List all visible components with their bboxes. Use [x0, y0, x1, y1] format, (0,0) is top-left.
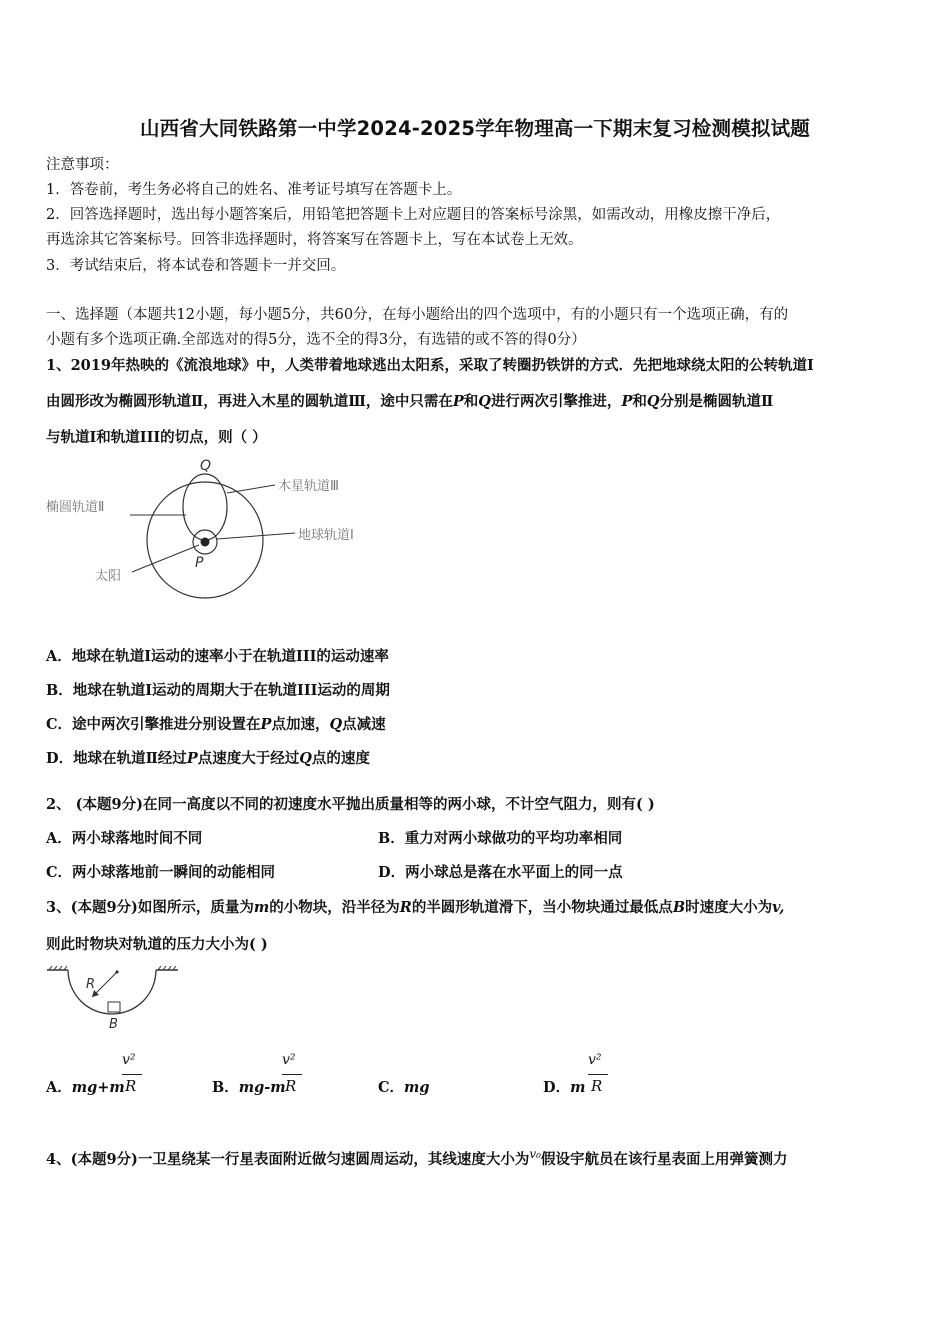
notice-item: 3．考试结束后，将本试卷和答题卡一并交回。 — [46, 258, 346, 274]
option-b: B．地球在轨道I运动的周期大于在轨道III运动的周期 — [46, 682, 390, 699]
option-b: B．重力对两小球做功的平均功率相同 — [378, 830, 623, 847]
b-label: B — [109, 1017, 118, 1032]
option-c: C．途中两次引擎推进分别设置在P点加速，Q点减速 — [46, 716, 386, 733]
question-1-stem: 1、2019年热映的《流浪地球》中，人类带着地球逃出太阳系，采取了转圈扔铁饼的方式．先把地球绕太阳的公转轨道I — [46, 357, 814, 374]
option-b: B．mg-m — [212, 1079, 286, 1096]
option-a: A．mg+m — [46, 1079, 125, 1096]
question-3-stem: 3、(本题9分)如图所示，质量为m的小物块，沿半径为R的半圆形轨道滑下，当小物块通过最低点B时速度大小为v, — [46, 899, 785, 916]
question-1-stem: 由圆形改为椭圆形轨道Ⅱ，再进入木星的圆轨道Ⅲ，途中只需在P和Q进行两次引擎推进，P和Q分别是椭圆轨道Ⅱ — [46, 393, 774, 410]
notice-item: 再选涂其它答案标号。回答非选择题时，将答案写在答题卡上，写在本试卷上无效。 — [46, 232, 583, 248]
r-label: R — [86, 977, 96, 992]
block — [108, 1002, 120, 1012]
question-3-stem: 则此时物块对轨道的压力大小为( ) — [46, 936, 268, 953]
orbit-diagram — [40, 455, 400, 615]
option-d: D．m — [543, 1079, 586, 1096]
option-c: C．mg — [378, 1079, 430, 1096]
option-c: C．两小球落地前一瞬间的动能相同 — [46, 864, 276, 881]
jupiter-orbit-label: 木星轨道Ⅲ — [278, 479, 339, 494]
section-heading: 一、选择题（本题共12小题，每小题5分，共60分，在每小题给出的四个选项中，有的小题只有一个选项正确，有的 — [46, 307, 789, 323]
sun-label: 太阳 — [95, 569, 122, 584]
question-4-stem: 4、(本题9分)一卫星绕某一行星表面附近做匀速圆周运动，其线速度大小为$^{v_0}$假设宇航员在该行星表面上用弹簧测力 — [46, 1147, 788, 1168]
ellipse-orbit-label: 椭圆轨道Ⅱ — [46, 500, 105, 515]
earth-orbit-label: 地球轨道Ⅰ — [298, 528, 354, 543]
option-a: A．地球在轨道I运动的速率小于在轨道III的运动速率 — [46, 648, 389, 665]
option-d: D．两小球总是落在水平面上的同一点 — [378, 864, 623, 881]
option-d: D．地球在轨道Ⅱ经过P点速度大于经过Q点的速度 — [46, 750, 370, 767]
fraction: v² R — [588, 1052, 612, 1102]
q-label: Q — [200, 458, 212, 474]
notice-heading: 注意事项： — [46, 157, 119, 173]
fraction: v² R — [282, 1052, 306, 1102]
option-a: A．两小球落地时间不同 — [46, 830, 203, 847]
fraction: v² R — [122, 1052, 146, 1102]
notice-item: 1．答卷前，考生务必将自己的姓名、准考证号填写在答题卡上。 — [46, 182, 462, 198]
question-1-stem: 与轨道I和轨道III的切点，则（ ） — [46, 429, 267, 446]
semicircle-track-diagram — [44, 962, 184, 1034]
section-heading: 小题有多个选项正确.全部选对的得5分，选不全的得3分，有选错的或不答的得0分） — [46, 332, 586, 348]
page-title: 山西省大同铁路第一中学2024-2025学年物理高一下期末复习检测模拟试题 — [139, 117, 811, 140]
question-2-stem: 2、 (本题9分)在同一高度以不同的初速度水平抛出质量相等的两小球，不计空气阻力，则有( ) — [46, 796, 655, 813]
notice-item: 2．回答选择题时，选出每小题答案后，用铅笔把答题卡上对应题目的答案标号涂黑，如需改动，用橡皮擦干净后， — [46, 207, 781, 223]
p-label: P — [195, 555, 204, 571]
sun-marker — [201, 538, 210, 547]
